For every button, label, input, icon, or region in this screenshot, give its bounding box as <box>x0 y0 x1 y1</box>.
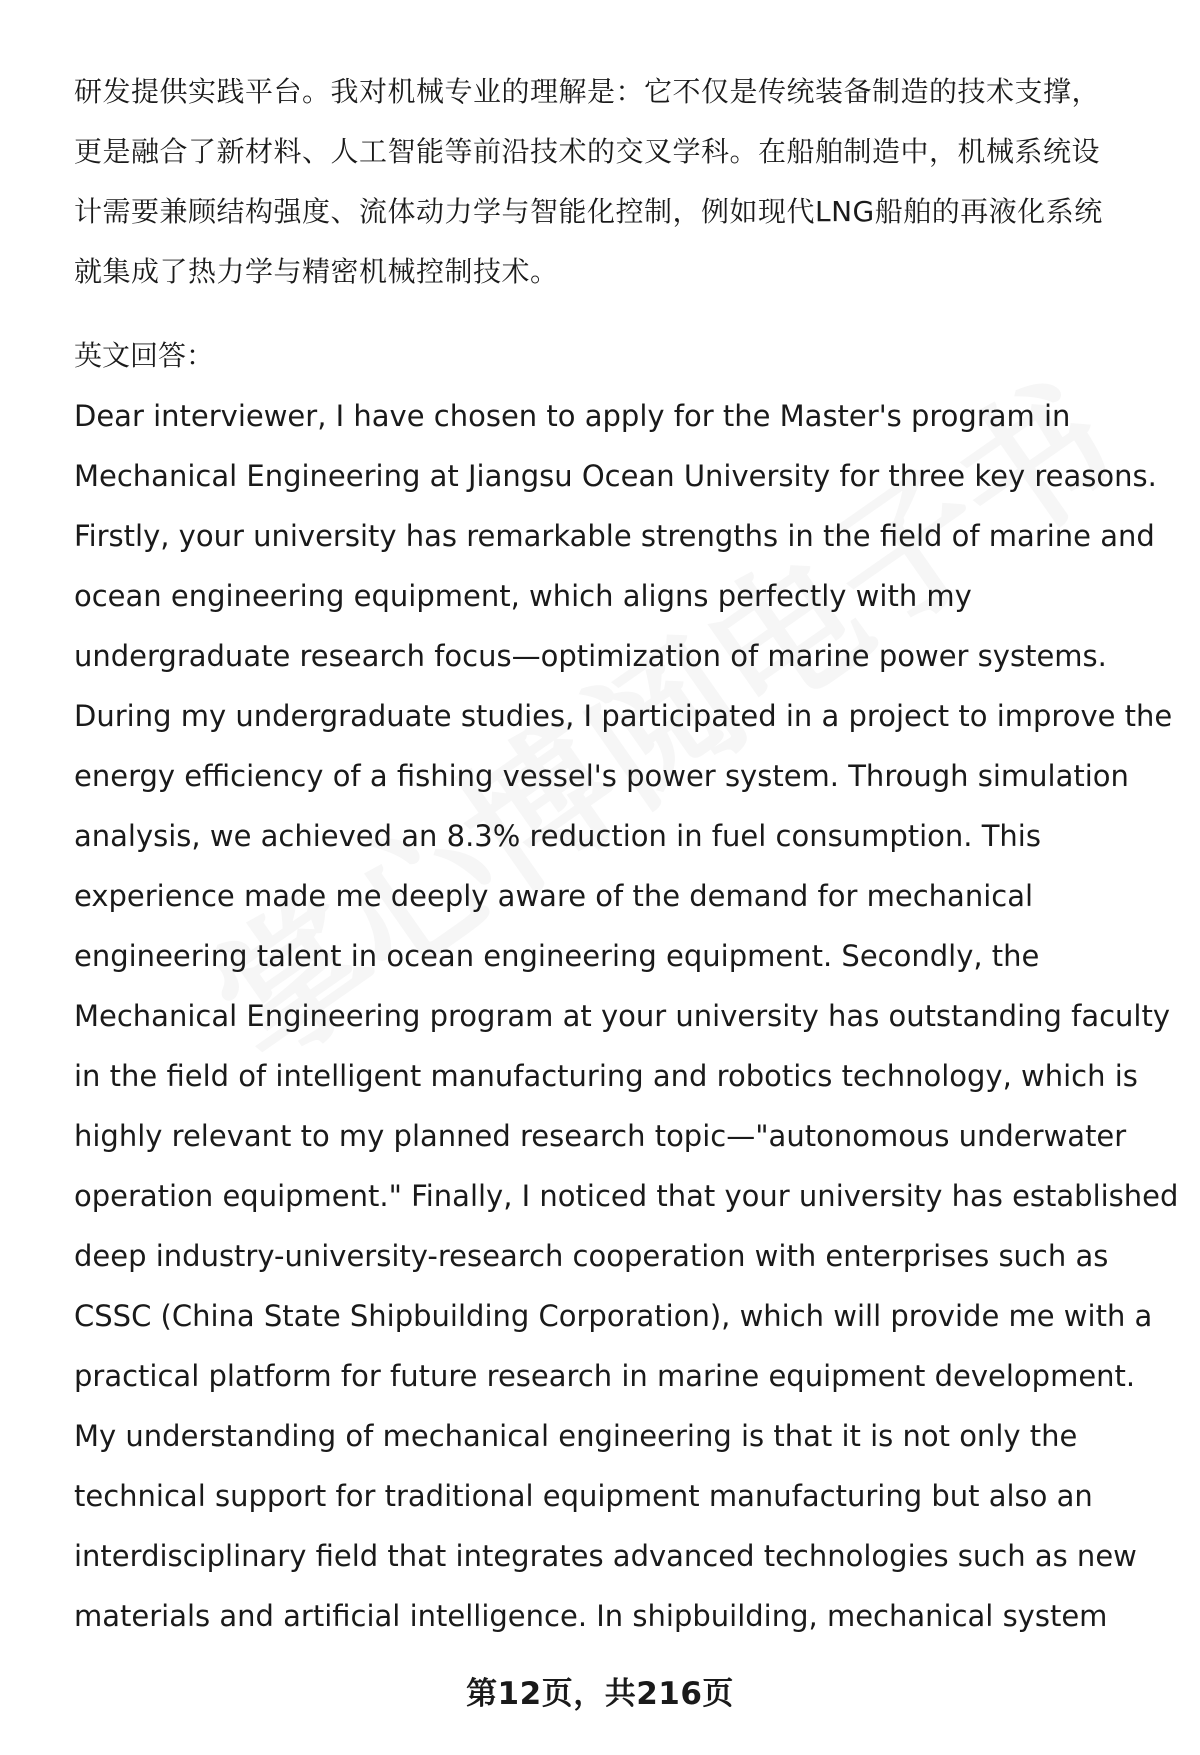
text-line: highly relevant to my planned research topic—"autonomous underwater <box>74 1119 1127 1153</box>
text-line: interdisciplinary field that integrates advanced technologies such as new <box>74 1539 1137 1573</box>
text-line: Mechanical Engineering program at your university has outstanding faculty <box>74 999 1171 1033</box>
text-line: technical support for traditional equipment manufacturing but also an <box>74 1479 1093 1513</box>
document-page <box>74 62 1179 1646</box>
text-line: Dear interviewer, I have chosen to apply for the Master's program in <box>74 399 1071 433</box>
text-line: CSSC (China State Shipbuilding Corporation), which will provide me with a <box>74 1299 1153 1333</box>
text-line: materials and artificial intelligence. In shipbuilding, mechanical system <box>74 1599 1108 1633</box>
text-line: 就集成了热力学与精密机械控制技术。 <box>74 255 559 288</box>
text-line: energy efficiency of a fishing vessel's power system. Through simulation <box>74 759 1129 793</box>
text-line: practical platform for future research in marine equipment development. <box>74 1359 1136 1393</box>
text-line: deep industry-university-research cooperation with enterprises such as <box>74 1239 1109 1273</box>
text-line: experience made me deeply aware of the demand for mechanical <box>74 879 1034 913</box>
page-number-footer: 第12页，共216页 <box>466 1676 734 1712</box>
text-line: undergraduate research focus—optimization of marine power systems. <box>74 639 1107 673</box>
text-line: in the field of intelligent manufacturing and robotics technology, which is <box>74 1059 1138 1093</box>
chinese-paragraph <box>74 62 1154 302</box>
text-line: engineering talent in ocean engineering equipment. Secondly, the <box>74 939 1040 973</box>
text-line: My understanding of mechanical engineering is that it is not only the <box>74 1419 1078 1453</box>
section-label-english-answer: 英文回答： <box>74 339 215 372</box>
text-line: ocean engineering equipment, which aligns perfectly with my <box>74 579 972 613</box>
english-paragraph <box>74 386 1179 1646</box>
text-line: Mechanical Engineering at Jiangsu Ocean University for three key reasons. <box>74 459 1157 493</box>
text-line: 更是融合了新材料、人工智能等前沿技术的交叉学科。在船舶制造中，机械系统设 <box>74 135 1101 168</box>
text-line: 计需要兼顾结构强度、流体动力学与智能化控制，例如现代LNG船舶的再液化系统 <box>74 195 1103 228</box>
text-line: analysis, we achieved an 8.3% reduction in fuel consumption. This <box>74 819 1041 853</box>
text-line: During my undergraduate studies, I participated in a project to improve the <box>74 699 1173 733</box>
text-line: operation equipment." Finally, I noticed that your university has established <box>74 1179 1179 1213</box>
text-line: Firstly, your university has remarkable strengths in the field of marine and <box>74 519 1155 553</box>
text-line: 研发提供实践平台。我对机械专业的理解是：它不仅是传统装备制造的技术支撑， <box>74 75 1101 108</box>
